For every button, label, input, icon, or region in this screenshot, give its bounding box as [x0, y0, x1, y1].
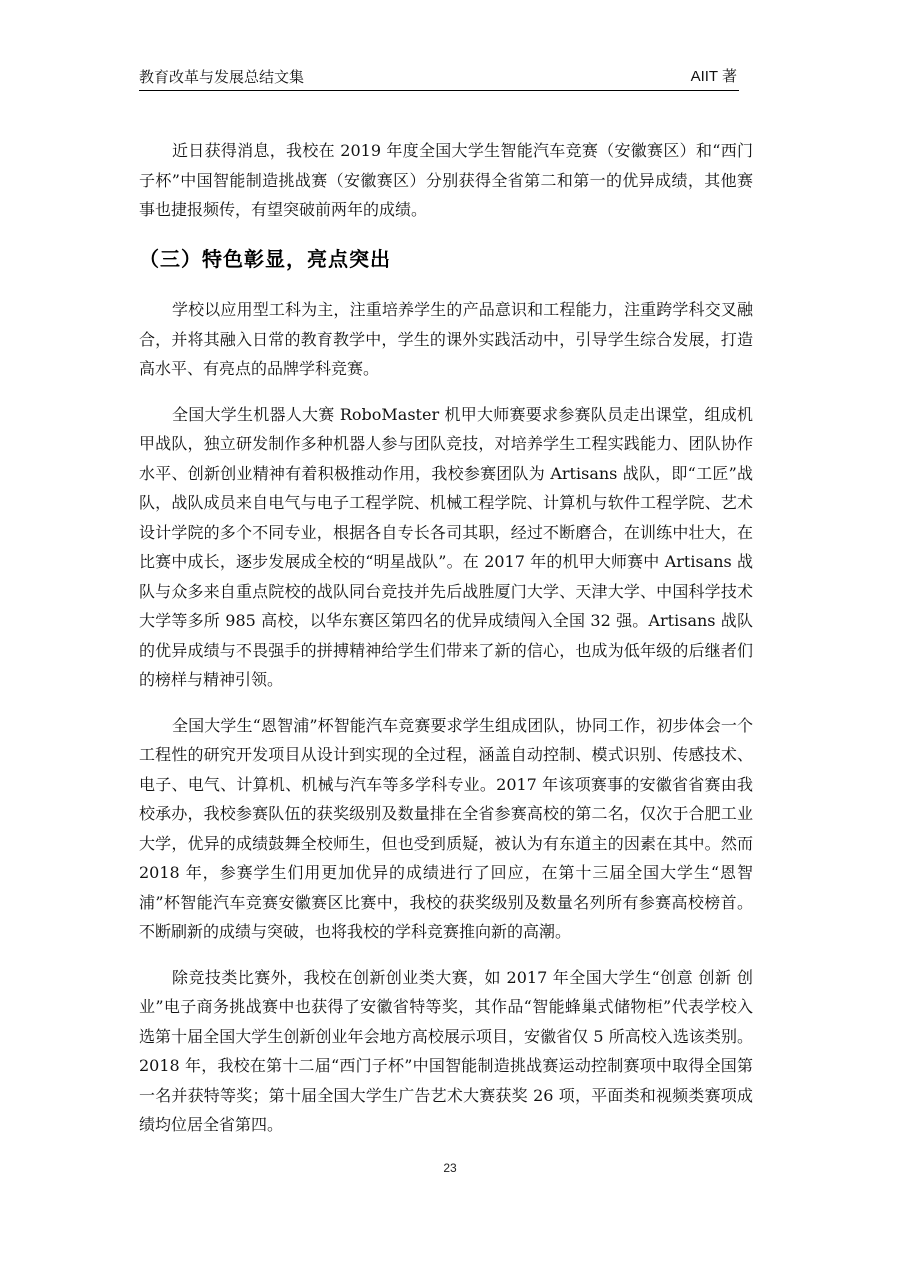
- paragraph: 学校以应用型工科为主，注重培养学生的产品意识和工程能力，注重跨学科交叉融合，并将其融入日常的教育教学中，学生的课外实践活动中，引导学生综合发展，打造高水平、有亮点的品牌学科竞赛。: [139, 300, 753, 378]
- paragraph: 全国大学生机器人大赛 RoboMaster 机甲大师赛要求参赛队员走出课堂，组成机甲战队，独立研发制作多种机器人参与团队竞技，对培养学生工程实践能力、团队协作水平、创新创业精神有着积极推动作用，我校参赛团队为 Artisans 战队，即“工匠”战队，战队成员来自电气与电子工程学院、机械工程学院、计算机与软件工程学院、艺术设计学院的多个不同专业，根据各自专长各司其职，经过不断磨合，在训练中壮大，在比赛中成长，逐步发展成全校的“明星战队”。在 2017 年的机甲大师赛中 Artisans 战队与众多来自重点院校的战队同台竞技并先后战胜厦门大学、天津大学、中国科学技术大学等多所 985 高校，以华东赛区第四名的优异成绩闯入全国 32 强。Artisans 战队的优异成绩与不畏强手的拼搏精神给学生们带来了新的信心，也成为低年级的后继者们的榜样与精神引领。: [139, 404, 753, 689]
- paragraph: 除竞技类比赛外，我校在创新创业类大赛，如 2017 年全国大学生“创意 创新 创业”电子商务挑战赛中也获得了安徽省特等奖，其作品“智能蜂巢式储物柜”代表学校入选第十届全国大学生创新创业年会地方高校展示项目，安徽省仅 5 所高校入选该类别。2018 年，我校在第十二届“西门子杯”中国智能制造挑战赛运动控制赛项中取得全国第一名并获特等奖；第十届全国大学生广告艺术大赛获奖 26 项，平面类和视频类赛项成绩均位居全省第四。: [139, 967, 753, 1134]
- page-number: 23: [443, 1161, 457, 1175]
- section-heading: （三）特色彰显，亮点突出: [139, 247, 391, 271]
- paragraph: 全国大学生“恩智浦”杯智能汽车竞赛要求学生组成团队，协同工作，初步体会一个工程性的研究开发项目从设计到实现的全过程，涵盖自动控制、模式识别、传感技术、电子、电气、计算机、机械与汽车等多学科专业。2017 年该项赛事的安徽省省赛由我校承办，我校参赛队伍的获奖级别及数量排在全省参赛高校的第二名，仅次于合肥工业大学，优异的成绩鼓舞全校师生，但也受到质疑，被认为有东道主的因素在其中。然而 2018 年，参赛学生们用更加优异的成绩进行了回应，在第十三届全国大学生“恩智浦”杯智能汽车竞赛安徽赛区比赛中，我校的获奖级别及数量名列所有参赛高校榜首。不断刷新的成绩与突破，也将我校的学科竞赛推向新的高潮。: [139, 715, 753, 941]
- header-author: AIIT 著: [690, 68, 737, 85]
- running-header: [139, 66, 739, 91]
- intro-block: [139, 136, 753, 241]
- section-body: [139, 295, 753, 1156]
- intro-paragraph: 近日获得消息，我校在 2019 年度全国大学生智能汽车竞赛（安徽赛区）和“西门子杯”中国智能制造挑战赛（安徽赛区）分别获得全省第二和第一的优异成绩，其他赛事也捷报频传，有望突破前两年的成绩。: [139, 141, 753, 219]
- header-collection-title: 教育改革与发展总结文集: [139, 68, 305, 86]
